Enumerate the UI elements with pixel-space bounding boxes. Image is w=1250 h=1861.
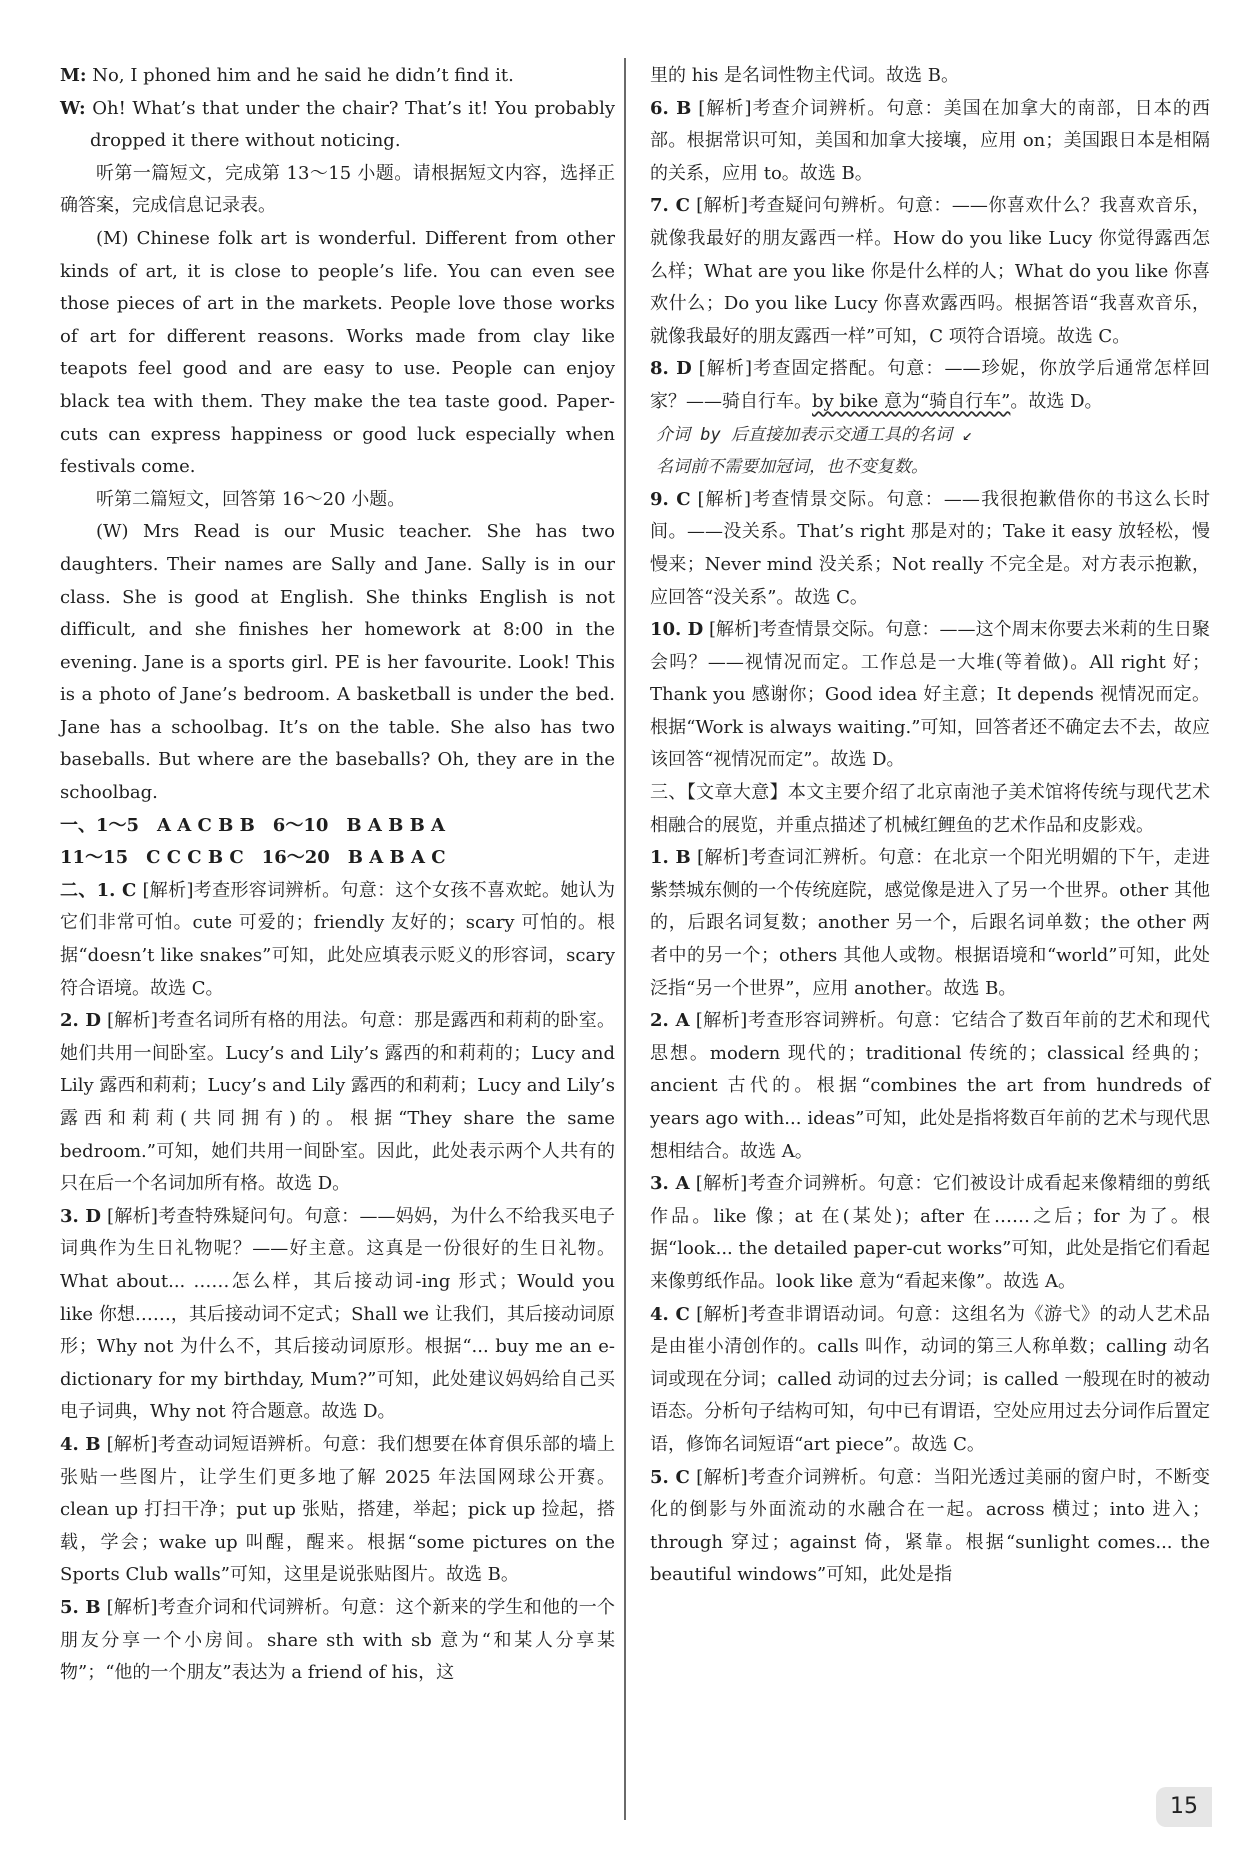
- question-explanation: 4. B [解析]考查动词短语辨析。句意：我们想要在体育俱乐部的墙上张贴一些图片，让学生们更多地了解 2025 年法国网球公开赛。clean up 打扫干净；put up 张贴，搭建，举起；pick up 捡起，搭载，学会；wake up 叫醒，醒来。根据“some pictures on the Sports Club walls”可知，这里是说张贴图片。故选 B。: [60, 1433, 615, 1586]
- underlined-phrase: by bike 意为“骑自行车”: [812, 390, 1011, 412]
- question-explanation: 二、1. C [解析]考查形容词辨析。句意：这个女孩不喜欢蛇。她认为它们非常可怕。cute 可爱的；friendly 友好的；scary 可怕的。根据“doesn’t like snakes”可知，此处应填表示贬义的形容词，scary 符合语境。故选 C。: [60, 879, 615, 999]
- handwritten-note: 名词前不需要加冠词，也不变复数。: [656, 457, 928, 478]
- question-explanation: 4. C [解析]考查非谓语动词。句意：这组名为《游弋》的动人艺术品是由崔小清创作的。calls 叫作，动词的第三人称单数；calling 动名词或现在分词；called 动词的过去分词；is called 一般现在时的被动语态。分析句子结构可知，句中已有谓语，空处应用过去分词作后置定语，修饰名词短语“art piece”。故选 C。: [650, 1303, 1210, 1455]
- continuation-text: 里的 his 是名词性物主代词。故选 B。: [650, 65, 959, 86]
- passage2-text: (W) Mrs Read is our Music teacher. She has two daughters. Their names are Sally and Jane. Sally is in our class. She is good at English. She thinks English is not difficult, and she finishes her homework at 8:00 in the evening. Jane is a sports girl. PE is her favourite. Look! This is a photo of Jane’s bedroom. A basketball is under the bed. Jane has a schoolbag. It’s on the table. She also has two baseballs. But where are the baseballs? Oh, they are in the schoolbag.: [60, 521, 615, 804]
- passage2-intro: 听第二篇短文，回答第 16～20 小题。: [96, 488, 406, 510]
- question-explanation: 1. B [解析]考查词汇辨析。句意：在北京一个阳光明媚的下午，走进紫禁城东侧的一个传统庭院，感觉像是进入了另一个世界。other 其他的，后跟名词复数；another 另一个，后跟名词单数；the other 两者中的另一个；others 其他人或物。根据语境和“world”可知，此处泛指“另一个世界”，应用 another。故选 B。: [650, 847, 1210, 999]
- question-explanation: 5. B [解析]考查介词和代词辨析。句意：这个新来的学生和他的一个朋友分享一个小房间。share sth with sb 意为“和某人分享某物”；“他的一个朋友”表达为 a friend of his，这: [60, 1596, 615, 1684]
- dialogue-line: M: No, I phoned him and he said he didn’t find it.: [60, 65, 514, 86]
- passage1-text: (M) Chinese folk art is wonderful. Different from other kinds of art, it is close to people’s life. You can even see those pieces of art in the markets. People love those works of art for different reasons. Works made from clay like teapots feel good and are easy to use. People can enjoy black tea with them. They make the tea taste good. Paper-cuts can express happiness or good luck especially when festivals come.: [60, 227, 615, 478]
- question-explanation: 6. B [解析]考查介词辨析。句意：美国在加拿大的南部，日本的西部。根据常识可知，美国和加拿大接壤，应用 on；美国跟日本是相隔的关系，应用 to。故选 B。: [650, 97, 1210, 184]
- handwritten-note: 介词 by 后直接加表示交通工具的名词 ↙: [656, 424, 973, 445]
- page-number: 15: [1156, 1787, 1212, 1827]
- question-explanation: 3. A [解析]考查介词辨析。句意：它们被设计成看起来像精细的剪纸作品。like 像；at 在(某处)；after 在……之后；for 为了。根据“look... the detailed paper-cut works”可知，此处是指它们看起来像剪纸作品。look like 意为“看起来像”。故选 A。: [650, 1173, 1210, 1292]
- passage1-intro: 听第一篇短文，完成第 13～15 小题。请根据短文内容，选择正确答案，完成信息记录表。: [60, 162, 615, 217]
- question-explanation: 9. C [解析]考查情景交际。句意：——我很抱歉借你的书这么长时间。——没关系。That’s right 那是对的；Take it easy 放轻松，慢慢来；Never mind 没关系；Not really 不完全是。对方表示抱歉，应回答“没关系”。故选 C。: [650, 488, 1210, 608]
- right-column: [650, 60, 1210, 1592]
- answer-key-line: 一、1～5 A A C B B 6～10 B A B B A: [60, 814, 446, 836]
- column-divider: [624, 58, 626, 1820]
- question-explanation: 2. D [解析]考查名词所有格的用法。句意：那是露西和莉莉的卧室。她们共用一间卧室。Lucy’s and Lily’s 露西的和莉莉的；Lucy and Lily 露西和莉莉；Lucy’s and Lily 露西的和莉莉；Lucy and Lily’s 露西和莉莉(共同拥有)的。根据“They share the same bedroom.”可知，她们共用一间卧室。因此，此处表示两个人共有的只在后一个名词加所有格。故选 D。: [60, 1010, 615, 1195]
- question-explanation: 5. C [解析]考查介词辨析。句意：当阳光透过美丽的窗户时，不断变化的倒影与外面流动的水融合在一起。across 横过；into 进入；through 穿过；against 倚，紧靠。根据“sunlight comes... the beautiful windows”可知，此处是指: [650, 1466, 1210, 1586]
- arrow-icon: ↙: [962, 424, 973, 445]
- section3-summary: 三、【文章大意】本文主要介绍了北京南池子美术馆将传统与现代艺术相融合的展览，并重点描述了机械红鲤鱼的艺术作品和皮影戏。: [650, 782, 1210, 836]
- question-explanation: 10. D [解析]考查情景交际。句意：——这个周末你要去米莉的生日聚会吗？——视情况而定。工作总是一大堆(等着做)。All right 好；Thank you 感谢你；Good idea 好主意；It depends 视情况而定。根据“Work is always waiting.”可知，回答者还不确定去不去，故应该回答“视情况而定”。故选 D。: [650, 619, 1210, 771]
- question-explanation: 2. A [解析]考查形容词辨析。句意：它结合了数百年前的艺术和现代思想。modern 现代的；traditional 传统的；classical 经典的；ancient 古代的。根据“combines the art from hundreds of years ago with... ideas”可知，此处是指将数百年前的艺术与现代思想相结合。故选 A。: [650, 1010, 1210, 1162]
- left-column: [60, 60, 615, 1690]
- dialogue-line: W: Oh! What’s that under the chair? That’s it! You probably dropped it there without noticing.: [60, 97, 615, 152]
- question-explanation: 7. C [解析]考查疑问句辨析。句意：——你喜欢什么？我喜欢音乐，就像我最好的朋友露西一样。How do you like Lucy 你觉得露西怎么样；What are you like 你是什么样的人；What do you like 你喜欢什么；Do you like Lucy 你喜欢露西吗。根据答语“我喜欢音乐，就像我最好的朋友露西一样”可知，C 项符合语境。故选 C。: [650, 195, 1210, 347]
- answer-key-line: 11～15 C C C B C 16～20 B A B A C: [60, 847, 446, 869]
- question-explanation: 3. D [解析]考查特殊疑问句。句意：——妈妈，为什么不给我买电子词典作为生日礼物呢？——好主意。这真是一份很好的生日礼物。What about... ……怎么样，其后接动词-ing 形式；Would you like 你想……，其后接动词不定式；Shall we 让我们，其后接动词原形；Why not 为什么不，其后接动词原形。根据“... buy me an e-dictionary for my birthday, Mum?”可知，此处建议妈妈给自己买电子词典，Why not 符合题意。故选 D。: [60, 1205, 615, 1423]
- question-explanation: 8. D [解析]考查固定搭配。句意：——珍妮，你放学后通常怎样回家？——骑自行车。by bike 意为“骑自行车”。故选 D。: [650, 358, 1210, 412]
